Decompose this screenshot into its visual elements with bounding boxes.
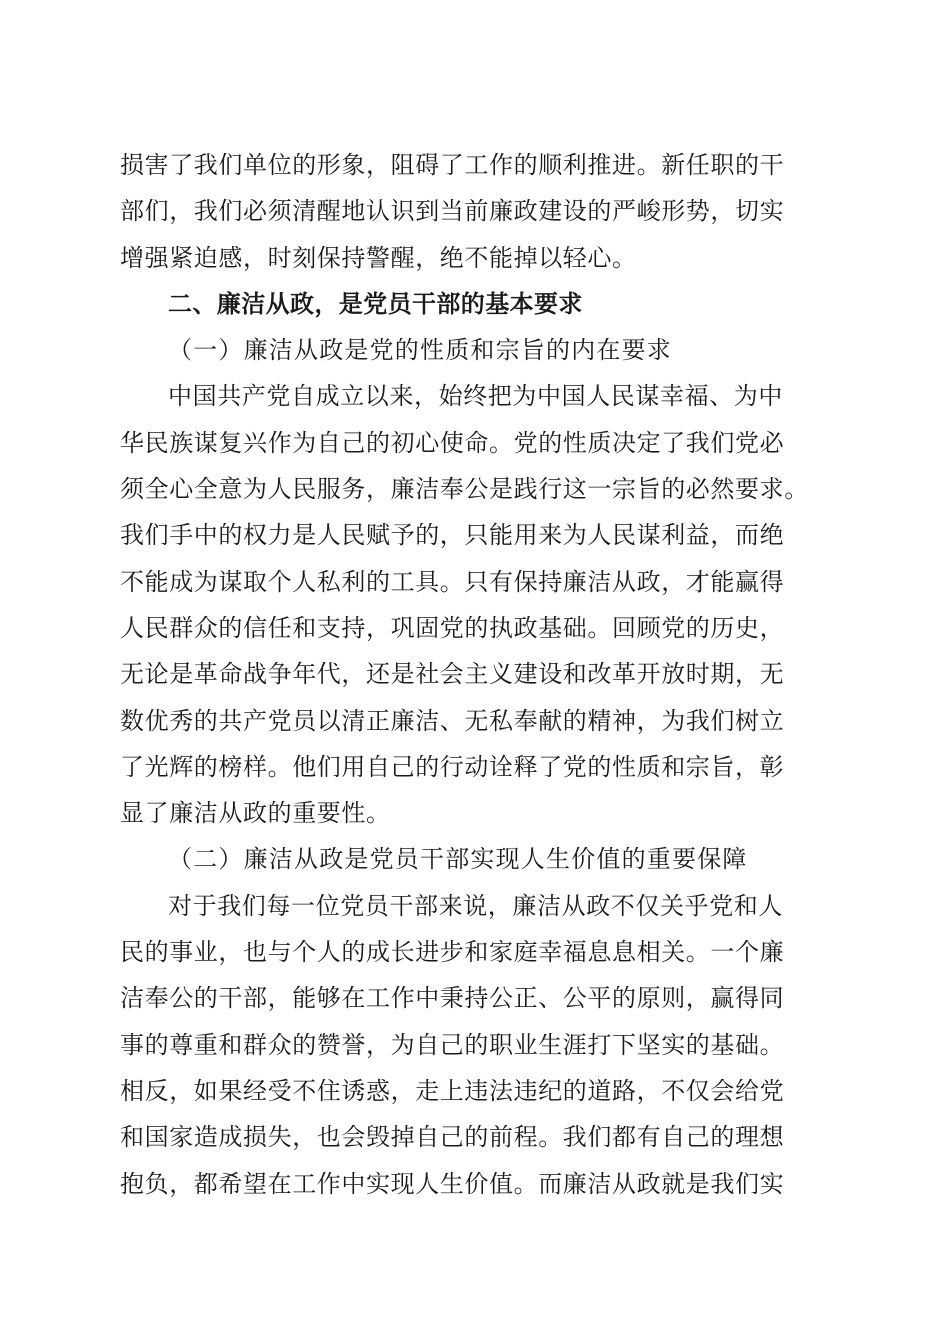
text-line: 须全心全意为人民服务，廉洁奉公是践行这一宗旨的必然要求。: [120, 475, 809, 504]
text-line: 洁奉公的干部，能够在工作中秉持公正、公平的原则，赢得同: [120, 984, 785, 1013]
text-line: 了光辉的榜样。他们用自己的行动诠释了党的性质和宗旨，彰: [120, 752, 785, 781]
subsection-1-paragraph: [120, 373, 830, 836]
text-line: 不能成为谋取个人私利的工具。只有保持廉洁从政，才能赢得: [120, 567, 785, 596]
subsection-heading-2: （二）廉洁从政是党员干部实现人生价值的重要保障: [168, 845, 748, 874]
text-line: 损害了我们单位的形象，阻碍了工作的顺利推进。新任职的干: [120, 151, 785, 179]
text-line: 相反，如果经受不住诱惑，走上违法违纪的道路，不仅会给党: [120, 1076, 785, 1105]
text-line: 无论是革命战争年代，还是社会主义建设和改革开放时期，无: [120, 660, 785, 689]
text-line: 事的尊重和群众的赞誉，为自己的职业生涯打下坚实的基础。: [120, 1030, 785, 1059]
intro-paragraph: [120, 142, 830, 281]
text-line: 显了廉洁从政的重要性。: [120, 799, 391, 828]
text-line: 部们，我们必须清醒地认识到当前廉政建设的严峻形势，切实: [120, 197, 785, 226]
text-line: 对于我们每一位党员干部来说，廉洁从政不仅关乎党和人: [168, 891, 783, 920]
text-line: 我们手中的权力是人民赋予的，只能用来为人民谋利益，而绝: [120, 521, 785, 550]
text-line: 和国家造成损失，也会毁掉自己的前程。我们都有自己的理想: [120, 1123, 785, 1152]
text-line: 华民族谋复兴作为自己的初心使命。党的性质决定了我们党必: [120, 428, 785, 457]
subsection-2-paragraph: [120, 883, 830, 1207]
subsection-heading-1: （一）廉洁从政是党的性质和宗旨的内在要求: [168, 336, 672, 365]
text-line: 增强紧迫感，时刻保持警醒，绝不能掉以轻心。: [120, 243, 637, 272]
text-line: 中国共产党自成立以来，始终把为中国人民谋幸福、为中: [168, 382, 783, 411]
text-line: 民的事业，也与个人的成长进步和家庭幸福息息相关。一个廉: [120, 938, 785, 967]
text-line: 抱负，都希望在工作中实现人生价值。而廉洁从政就是我们实: [120, 1169, 785, 1198]
document-body: [120, 142, 830, 1207]
text-line: 数优秀的共产党员以清正廉洁、无私奉献的精神，为我们树立: [120, 706, 785, 735]
text-line: 人民群众的信任和支持，巩固党的执政基础。回顾党的历史，: [120, 613, 785, 642]
section-heading: 二、廉洁从政，是党员干部的基本要求: [168, 289, 583, 318]
